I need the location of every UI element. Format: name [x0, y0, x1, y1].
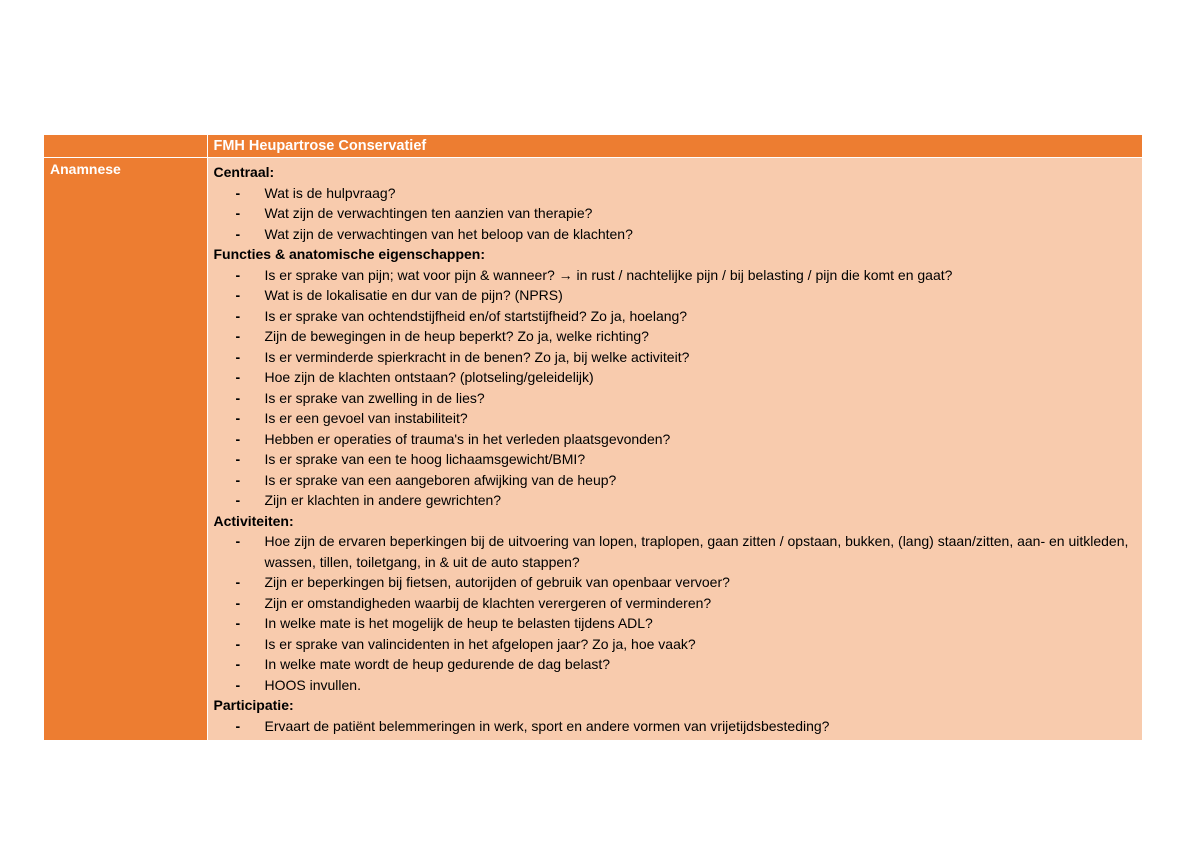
question-item: [208, 265, 1143, 286]
question-item: [208, 449, 1143, 470]
question-group: [208, 244, 1143, 511]
bullet-dash: -: [235, 451, 241, 467]
question-item: [208, 367, 1143, 388]
question-text: Zijn er omstandigheden waarbij de klachten verergeren of verminderen?: [264, 594, 712, 611]
question-item: [208, 183, 1143, 204]
bullet-dash: -: [235, 389, 241, 406]
question-list: [208, 531, 1143, 695]
question-group: [208, 511, 1143, 696]
bullet-dash: -: [235, 717, 241, 734]
question-text: Wat zijn de verwachtingen van het beloop van de klachten?: [264, 225, 633, 242]
bullet-dash: -: [235, 205, 241, 221]
question-text: Is er sprake van een aangeboren afwijking van de heup?: [264, 471, 617, 488]
question-group: [208, 162, 1143, 244]
question-item: [208, 654, 1143, 675]
question-group: [208, 695, 1143, 736]
question-text: Zijn er klachten in andere gewrichten?: [264, 492, 502, 508]
bullet-dash: -: [235, 287, 241, 303]
question-item: [208, 613, 1143, 634]
bullet-dash: -: [235, 533, 241, 549]
question-text: Is er sprake van een te hoog lichaamsgewicht/BMI?: [264, 451, 586, 467]
question-item: [208, 224, 1143, 245]
group-heading: Participatie:: [213, 697, 294, 713]
question-text: Wat is de hulpvraag?: [264, 184, 396, 201]
question-item: [208, 572, 1143, 593]
anamnese-row: [44, 158, 1142, 741]
question-item: [208, 716, 1143, 737]
bullet-dash: -: [235, 410, 241, 426]
question-text: Is er sprake van pijn; wat voor pijn & wanneer? → in rust / nachtelijke pijn / bij belasting / pijn die komt en gaat?: [264, 266, 953, 283]
question-text: Hoe zijn de klachten ontstaan? (plotseling/geleidelijk): [264, 369, 594, 385]
group-heading: Functies & anatomische eigenschappen:: [213, 246, 486, 262]
section-label: Anamnese: [50, 161, 121, 177]
question-item: [208, 593, 1143, 614]
bullet-dash: -: [235, 328, 241, 344]
bullet-dash: -: [235, 430, 241, 447]
bullet-dash: -: [235, 266, 241, 283]
question-item: [208, 326, 1143, 347]
bullet-dash: -: [235, 369, 241, 385]
question-item: [208, 306, 1143, 327]
question-item: [208, 531, 1143, 572]
question-text: Wat is de lokalisatie en dur van de pijn? (NPRS): [264, 287, 563, 303]
group-heading: Centraal:: [213, 164, 275, 180]
question-text: HOOS invullen.: [264, 676, 361, 693]
question-item: [208, 285, 1143, 306]
group-heading: Activiteiten:: [213, 512, 294, 529]
question-text: Is er sprake van valincidenten in het afgelopen jaar? Zo ja, hoe vaak?: [264, 635, 696, 652]
question-text: Hebben er operaties of trauma's in het verleden plaatsgevonden?: [264, 430, 671, 447]
question-text: In welke mate wordt de heup gedurende de dag belast?: [264, 656, 611, 672]
bullet-dash: -: [235, 225, 241, 242]
question-item: [208, 408, 1143, 429]
bullet-dash: -: [235, 594, 241, 611]
question-item: [208, 388, 1143, 409]
question-item: [208, 634, 1143, 655]
bullet-dash: -: [235, 307, 241, 324]
bullet-dash: -: [235, 184, 241, 201]
question-item: [208, 675, 1143, 696]
bullet-dash: -: [235, 676, 241, 693]
content-cell: [207, 158, 1142, 741]
question-text: Is er een gevoel van instabiliteit?: [264, 410, 468, 426]
question-list: [208, 183, 1143, 245]
bullet-dash: -: [235, 656, 241, 672]
question-text: Is er verminderde spierkracht in de benen? Zo ja, bij welke activiteit?: [264, 348, 690, 365]
question-text: Ervaart de patiënt belemmeringen in werk, sport en andere vormen van vrijetijdsbesteding?: [264, 717, 830, 734]
section-label-cell: [44, 158, 207, 741]
question-text: Is er sprake van ochtendstijfheid en/of startstijfheid? Zo ja, hoelang?: [264, 307, 688, 324]
question-item: [208, 490, 1143, 511]
bullet-dash: -: [235, 492, 241, 508]
question-item: [208, 347, 1143, 368]
question-text: Hoe zijn de ervaren beperkingen bij de uitvoering van lopen, traplopen, gaan zitten / opstaan, bukken, (lang) staan/zitten, aan- en uitkleden, wassen, tillen, toiletgang, in & uit de auto stappen?: [264, 533, 1129, 570]
question-text: Is er sprake van zwelling in de lies?: [264, 389, 485, 406]
question-text: Zijn er beperkingen bij fietsen, autorijden of gebruik van openbaar vervoer?: [264, 574, 730, 590]
question-text: In welke mate is het mogelijk de heup te belasten tijdens ADL?: [264, 615, 653, 631]
header-title-cell: [207, 135, 1142, 158]
question-text: Wat zijn de verwachtingen ten aanzien van therapie?: [264, 205, 593, 221]
bullet-dash: -: [235, 574, 241, 590]
question-list: [208, 265, 1143, 511]
question-text: Zijn de bewegingen in de heup beperkt? Zo ja, welke richting?: [264, 328, 649, 344]
question-item: [208, 429, 1143, 450]
bullet-dash: -: [235, 615, 241, 631]
question-item: [208, 470, 1143, 491]
table-header-row: [44, 135, 1142, 158]
document-table: [44, 135, 1142, 740]
bullet-dash: -: [235, 635, 241, 652]
bullet-dash: -: [235, 471, 241, 488]
header-empty-cell: [44, 135, 207, 158]
question-list: [208, 716, 1143, 737]
bullet-dash: -: [235, 348, 241, 365]
question-item: [208, 203, 1143, 224]
table-title: FMH Heupartrose Conservatief: [213, 138, 427, 154]
